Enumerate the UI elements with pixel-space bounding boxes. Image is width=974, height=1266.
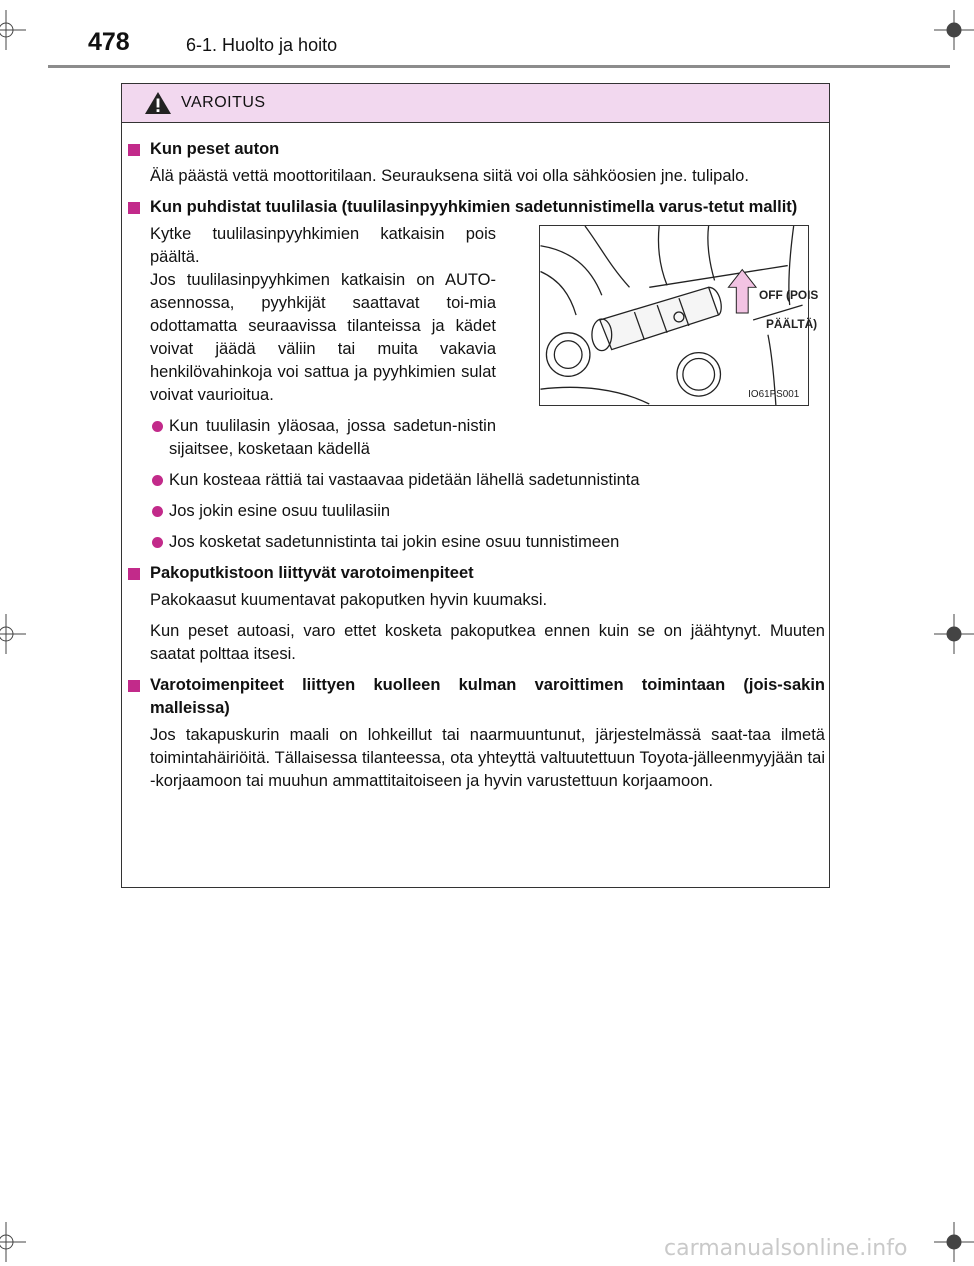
- header-rule: [48, 65, 950, 68]
- section-title: 6-1. Huolto ja hoito: [186, 35, 338, 55]
- paragraph: Pakokaasut kuumentavat pakoputken hyvin kuumaksi.: [150, 591, 548, 609]
- section-heading-car-wash: Kun peset auton: [126, 138, 825, 161]
- crop-mark-mid-left: [0, 614, 26, 654]
- paragraph: Kun peset autoasi, varo ettet kosketa pakoputkea ennen kuin se on jäähtynyt. Muuten saatat polttaa itsesi.: [150, 622, 825, 663]
- list-item: Kun tuulilasin yläosaa, jossa sadetun-nistin sijaitsee, kosketaan kädellä: [150, 415, 496, 461]
- page-header: [88, 28, 950, 68]
- warning-header: [122, 84, 829, 123]
- square-bullet-icon: [128, 202, 140, 214]
- figure-label-off: OFF (POIS: [759, 288, 819, 303]
- paragraph: Jos takapuskurin maali on lohkeillut tai naarmuuntunut, järjestelmässä saat-taa ilmetä toimintahäiriöitä. Tällaisessa tilanteessa, ota yhteyttä valtuutettuun Toyota-jälleenmyyjään tai -korjaamoon tai muuhun ammattitaitoiseen ja hyvin varustettuun korjaamoon.: [150, 726, 825, 790]
- wiper-switch-figure: [539, 225, 819, 406]
- windshield-block: [126, 223, 825, 461]
- section-heading-windshield: Kun puhdistat tuulilasia (tuulilasinpyyhkimien sadetunnistimella varus-tetut mallit): [126, 196, 825, 219]
- section-heading-blind-spot: Varotoimenpiteet liittyen kuolleen kulman varoittimen toimintaan (jois-sakin malleissa): [126, 674, 825, 720]
- list-item: Jos jokin esine osuu tuulilasiin: [150, 500, 825, 523]
- warning-content: [126, 138, 825, 801]
- list-item: Jos kosketat sadetunnistinta tai jokin esine osuu tunnistimeen: [150, 531, 825, 554]
- figure-code: IO61PS001: [748, 389, 800, 401]
- warning-triangle-icon: [144, 91, 172, 115]
- round-bullet-icon: [152, 537, 163, 548]
- figure-label-pois: PÄÄLTÄ): [765, 316, 818, 331]
- round-bullet-icon: [152, 506, 163, 517]
- crop-mark-bottom-left: [0, 1222, 26, 1262]
- section-heading-exhaust: Pakoputkistoon liittyvät varotoimenpiteet: [126, 562, 825, 585]
- paragraph: Kytke tuulilasinpyyhkimien katkaisin pois päältä. Jos tuulilasinpyyhkimen katkaisin on AUTO-asennossa, pyyhkijät saattavat toi-mia odottamatta seuraavissa tilanteissa ja kädet voivat jäädä väliin tai muita vakavia henkilövahinkoja voi sattua ja pyyhkimien sulat voivat vaurioitua.: [150, 225, 496, 404]
- round-bullet-icon: [152, 475, 163, 486]
- crop-mark-bottom-right: [934, 1222, 974, 1262]
- crop-mark-top-left: [0, 10, 26, 50]
- round-bullet-icon: [152, 421, 163, 432]
- list-item: Kun kosteaa rättiä tai vastaavaa pidetään lähellä sadetunnistinta: [150, 469, 825, 492]
- crop-mark-mid-right: [934, 614, 974, 654]
- square-bullet-icon: [128, 680, 140, 692]
- paragraph: Älä päästä vettä moottoritilaan. Seurauksena siitä voi olla sähköosien jne. tulipalo.: [150, 167, 749, 185]
- warning-box: [121, 83, 830, 888]
- warning-label: VAROITUS: [181, 94, 266, 111]
- page-number: 478: [88, 28, 130, 56]
- square-bullet-icon: [128, 144, 140, 156]
- watermark: carmanualsonline.info: [664, 1236, 908, 1261]
- square-bullet-icon: [128, 568, 140, 580]
